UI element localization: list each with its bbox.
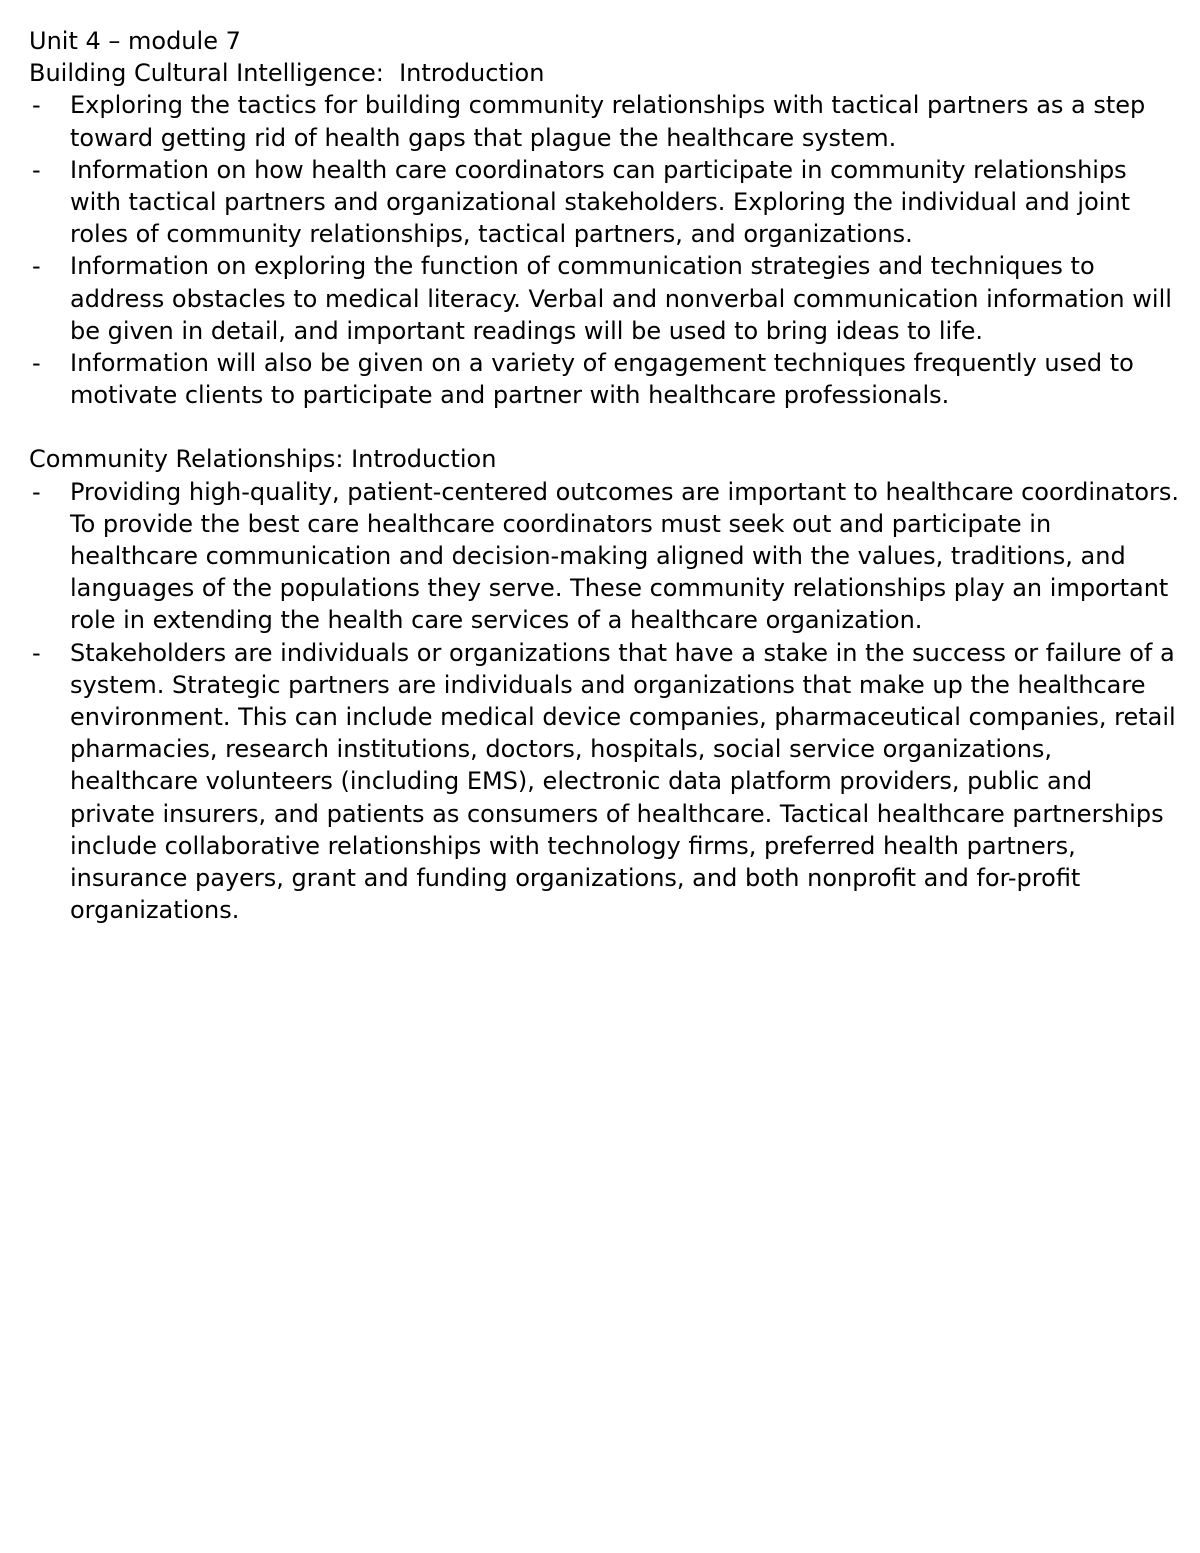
- list-item-text: Information on exploring the function of communication strategies and techniques to address obstacles to medical literacy. Verbal and nonverbal communication information will be given in detail, and important readings will be used to bring ideas to life.: [70, 252, 1172, 345]
- list-item: [29, 347, 1180, 411]
- list-item-text: Providing high-quality, patient-centered outcomes are important to healthcare coordinators. To provide the best care healthcare coordinators must seek out and participate in healthcare communication and decision-making aligned with the values, traditions, and languages of the populations they serve. These community relationships play an important role in extending the health care services of a healthcare organization.: [70, 477, 1180, 635]
- list-item-text: Information will also be given on a variety of engagement techniques frequently used to motivate clients to participate and partner with healthcare professionals.: [70, 349, 1134, 410]
- dash-marker: -: [32, 349, 41, 378]
- list-item-text: Exploring the tactics for building community relationships with tactical partners as a step toward getting rid of health gaps that plague the healthcare system.: [70, 91, 1146, 152]
- section-heading-community-relationships: Community Relationships: Introduction: [29, 445, 497, 474]
- list-item: [29, 637, 1180, 927]
- section-spacer: [29, 411, 1180, 443]
- list-item-text: Stakeholders are individuals or organizations that have a stake in the success or failure of a system. Strategic partners are individuals and organizations that make up the healthcare environment. This can include medical device companies, pharmaceutical companies, retail pharmacies, research institutions, doctors, hospitals, social service organizations, healthcare volunteers (including EMS), electronic data platform providers, public and private insurers, and patients as consumers of healthcare. Tactical healthcare partnerships include collaborative relationships with technology firms, preferred health partners, insurance payers, grant and funding organizations, and both nonprofit and for-profit organizations.: [70, 638, 1176, 925]
- unit-title: Unit 4 – module 7: [29, 27, 241, 55]
- list-item-text: Information on how health care coordinators can participate in community relationships with tactical partners and organizational stakeholders. Exploring the individual and joint roles of community relationships, tactical partners, and organizations.: [70, 155, 1131, 249]
- list-item: [29, 154, 1180, 251]
- dash-marker: -: [32, 252, 41, 281]
- dash-marker: -: [32, 155, 41, 184]
- section-heading-cultural-intelligence: Building Cultural Intelligence: Introduction: [29, 59, 545, 88]
- dash-marker: -: [32, 638, 41, 667]
- bullet-list-community-relationships: [29, 476, 1180, 927]
- dash-marker: -: [32, 91, 41, 120]
- bullet-list-cultural-intelligence: [29, 89, 1180, 411]
- dash-marker: -: [32, 477, 41, 506]
- list-item: [29, 250, 1180, 347]
- list-item: [29, 89, 1180, 153]
- list-item: [29, 476, 1180, 637]
